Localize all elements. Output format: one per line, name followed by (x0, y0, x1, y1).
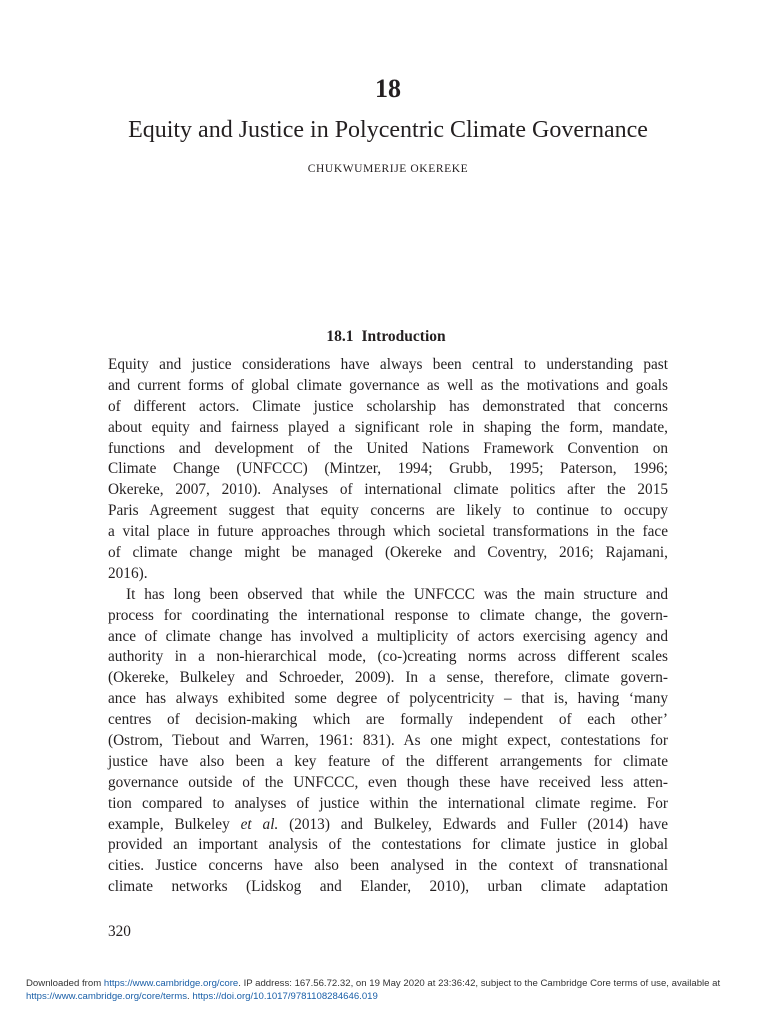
text-line: (Ostrom, Tiebout and Warren, 1961: 831). As one might expect, contestations for (108, 732, 668, 750)
text-line: centres of decision-making which are formally independent of each other’ (108, 711, 668, 729)
text-line: ance has always exhibited some degree of polycentricity – that is, having ‘many (108, 690, 668, 708)
text-line: Equity and justice considerations have always been central to understanding past (108, 356, 668, 373)
chapter-title: Equity and Justice in Polycentric Climate Governance (128, 117, 648, 143)
section-number: 18.1 (326, 328, 354, 345)
section-heading (0, 328, 768, 346)
text-line: climate networks (Lidskog and Elander, 2010), urban climate adaptation (108, 878, 668, 896)
text-line: It has long been observed that while the UNFCCC was the main structure and (126, 585, 668, 603)
text-line: ance of climate change has involved a multiplicity of actors exercising agency and (108, 627, 668, 645)
text-line: 2016). (108, 564, 148, 582)
text-line: (Okereke, Bulkeley and Schroeder, 2009). In a sense, therefore, climate govern- (108, 669, 668, 687)
text-line: governance outside of the UNFCCC, even though these have received less atten- (108, 773, 668, 791)
text-line: functions and development of the United Nations Framework Convention on (108, 439, 668, 457)
body-text (108, 355, 668, 898)
text-line: Climate Change (UNFCCC) (Mintzer, 1994; Grubb, 1995; Paterson, 1996; (108, 460, 668, 478)
text-line: authority in a non-hierarchical mode, (co-)creating norms across different scales (108, 648, 668, 666)
chapter-author: CHUKWUMERIJE OKEREKE (307, 163, 469, 175)
chapter-number: 18 (375, 74, 401, 103)
text-run: example, Bulkeley (108, 815, 241, 833)
text-line: Okereke, 2007, 2010). Analyses of international climate politics after the 2015 (108, 481, 668, 499)
terms-link[interactable]: https://www.cambridge.org/core/terms (26, 991, 188, 1002)
download-footer (26, 977, 746, 1003)
text-line: cities. Justice concerns have also been analysed in the context of transnational (108, 857, 668, 875)
text-line: about equity and fairness played a significant role in shaping the form, mandate, (108, 418, 668, 436)
italic-text: et al. (240, 815, 279, 833)
section-title: Introduction (361, 328, 446, 345)
text-line: process for coordinating the international response to climate change, the govern- (108, 606, 668, 624)
cambridge-core-link[interactable]: https://www.cambridge.org/core (103, 978, 239, 989)
text-line: a vital place in future approaches through which societal transformations in the face (108, 523, 668, 541)
text-line (108, 815, 668, 836)
text-line: tion compared to analyses of justice within the international climate regime. For (108, 794, 668, 812)
text-line: justice have also been a key feature of the different arrangements for climate (108, 752, 668, 770)
footer-prefix: Downloaded from (26, 978, 104, 989)
page-number: 320 (108, 923, 131, 940)
text-line: Paris Agreement suggest that equity concerns are likely to continue to occupy (108, 502, 668, 520)
text-line: of different actors. Climate justice scholarship has demonstrated that concerns (108, 397, 668, 415)
text-line: provided an important analysis of the contestations for climate justice in global (108, 836, 668, 854)
text-line: and current forms of global climate governance as well as the motivations and goals (108, 376, 668, 394)
footer-separator: . (187, 991, 193, 1002)
text-line: of climate change might be managed (Okereke and Coventry, 2016; Rajamani, (108, 544, 668, 562)
text-run: (2013) and Bulkeley, Edwards and Fuller (2014) have (278, 815, 669, 833)
footer-middle: . IP address: 167.56.72.32, on 19 May 2020 at 23:36:42, subject to the Cambridge Core terms of use, available at (238, 978, 721, 989)
paragraph-2 (108, 585, 668, 898)
paragraph-1 (108, 355, 668, 585)
doi-link[interactable]: https://doi.org/10.1017/9781108284646.019 (192, 991, 378, 1002)
